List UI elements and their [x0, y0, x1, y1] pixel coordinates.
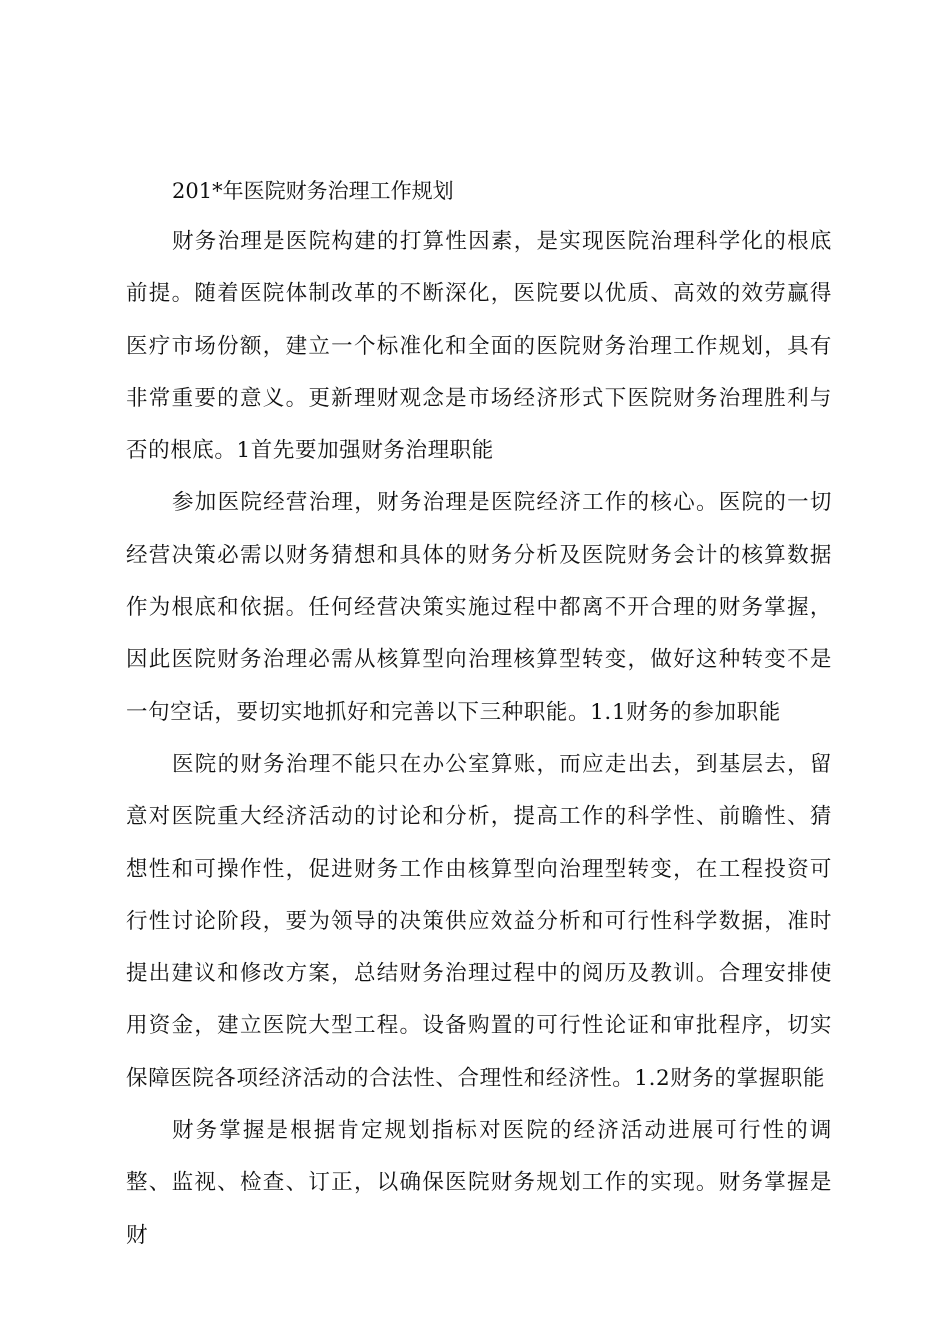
- document-body: [126, 166, 832, 1262]
- paragraph-management-participation: 参加医院经营治理，财务治理是医院经济工作的核心。医院的一切经营决策必需以财务猜想和具体的财务分析及医院财务会计的核算数据作为根底和依据。任何经营决策实施过程中都离不开合理的财务掌握，因此医院财务治理必需从核算型向治理核算型转变，做好这种转变不是一句空话，要切实地抓好和完善以下三种职能。1.1财务的参加职能: [126, 490, 832, 725]
- document-title: 201*年医院财务治理工作规划: [172, 179, 454, 203]
- paragraph-participation-function: 医院的财务治理不能只在办公室算账，而应走出去，到基层去，留意对医院重大经济活动的讨论和分析，提高工作的科学性、前瞻性、猜想性和可操作性，促进财务工作由核算型向治理型转变，在工程投资可行性讨论阶段，要为领导的决策供应效益分析和可行性科学数据，准时提出建议和修改方案，总结财务治理过程中的阅历及教训。合理安排使用资金，建立医院大型工程。设备购置的可行性论证和审批程序，切实保障医院各项经济活动的合法性、合理性和经济性。1.2财务的掌握职能: [126, 751, 832, 1091]
- paragraph-control-function: 财务掌握是根据肯定规划指标对医院的经济活动进展可行性的调整、监视、检查、订正，以确保医院财务规划工作的实现。财务掌握是财: [126, 1118, 832, 1248]
- paragraph-intro: 财务治理是医院构建的打算性因素，是实现医院治理科学化的根底前提。随着医院体制改革的不断深化，医院要以优质、高效的效劳赢得医疗市场份额，建立一个标准化和全面的医院财务治理工作规划，具有非常重要的意义。更新理财观念是市场经济形式下医院财务治理胜利与否的根底。1首先要加强财务治理职能: [126, 229, 832, 464]
